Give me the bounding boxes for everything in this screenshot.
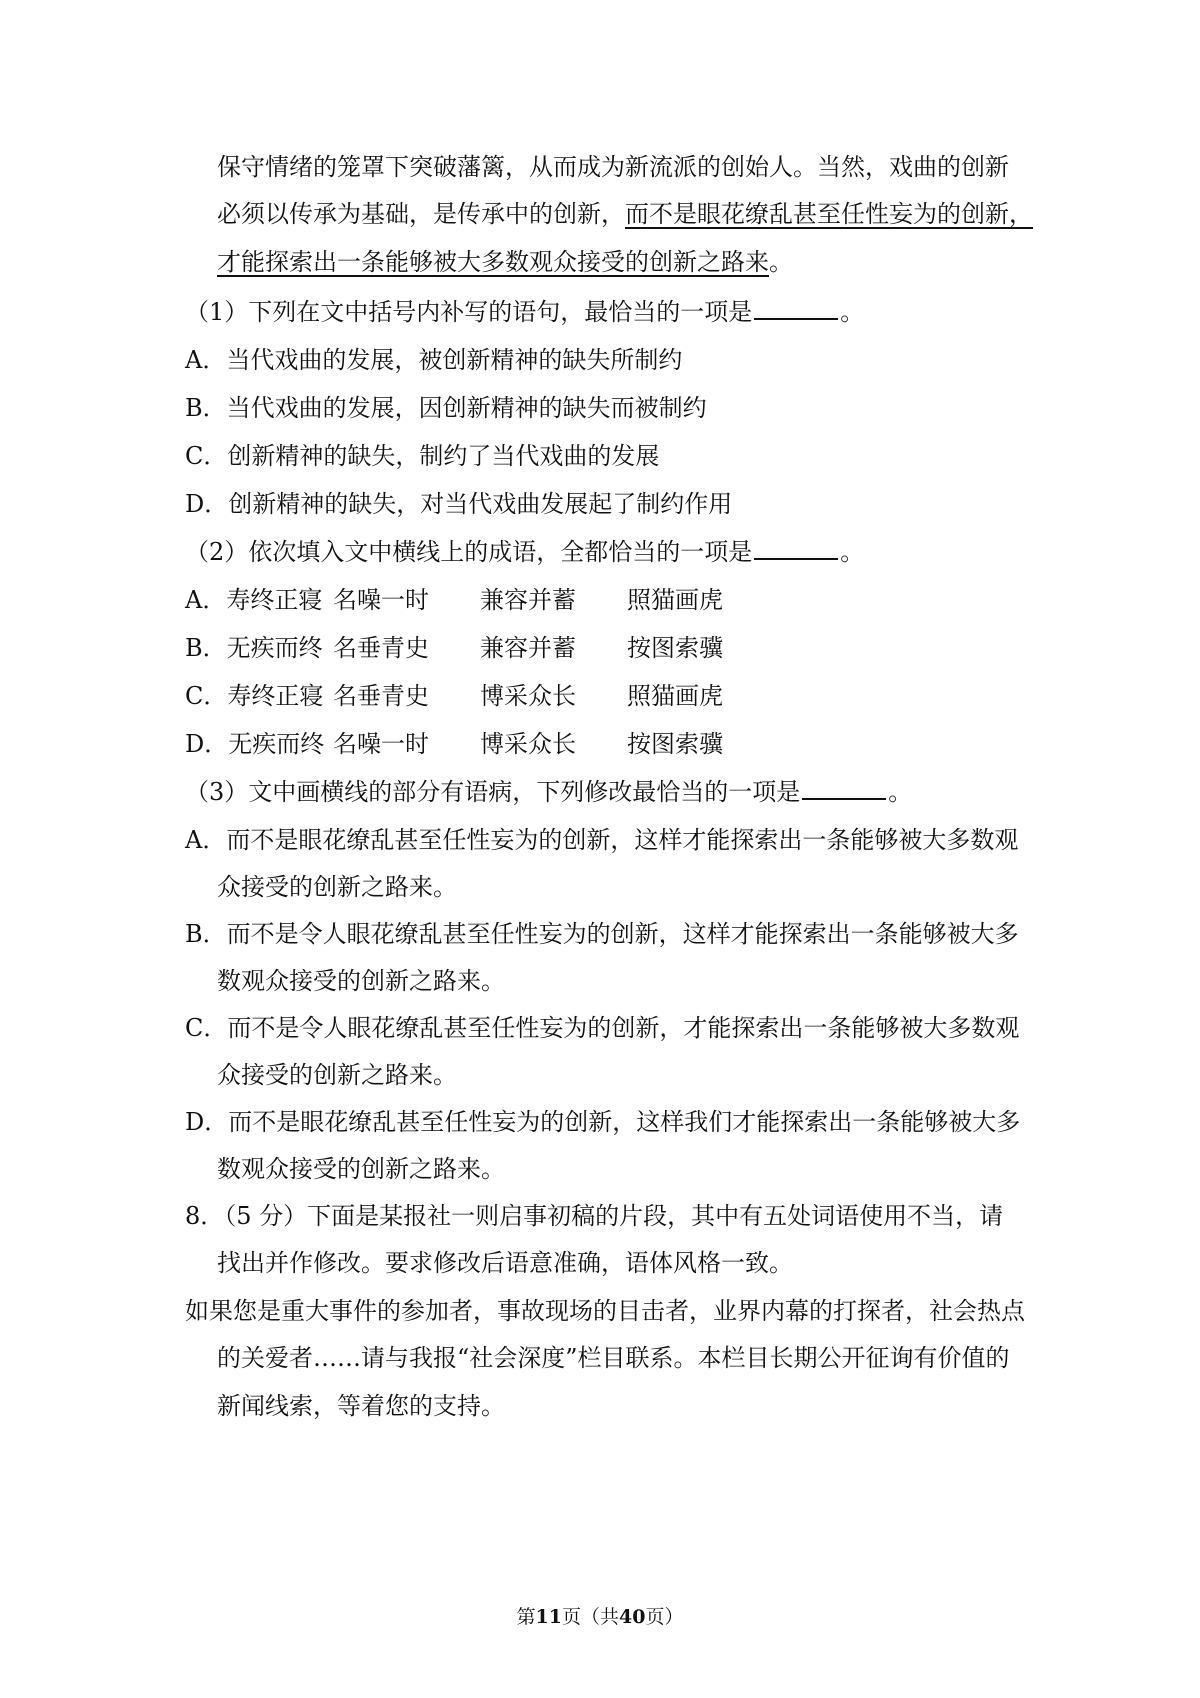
q3-option-c-line-1: C．而不是令人眼花缭乱甚至任性妄为的创新，才能探索出一条能够被大多数观 <box>185 1014 1020 1042</box>
q2-option-c-idiom-2: 名垂青史 <box>333 682 429 710</box>
q3-answer-blank <box>802 776 886 800</box>
q1-option-d: D．创新精神的缺失，对当代戏曲发展起了制约作用 <box>185 490 733 518</box>
q8-notice-line-3: 新闻线索，等着您的支持。 <box>217 1392 505 1420</box>
footer-middle: 页（共 <box>561 1606 619 1628</box>
q2-option-c <box>185 679 723 713</box>
q1-option-c: C．创新精神的缺失，制约了当代戏曲的发展 <box>185 442 660 470</box>
footer-suffix: 页） <box>645 1606 684 1628</box>
q2-stem-end: 。 <box>840 538 865 566</box>
q2-option-b-idiom-3: 兼容并蓄 <box>480 634 576 662</box>
q3-option-d-line-2: 数观众接受的创新之路来。 <box>217 1155 505 1183</box>
q2-option-a-idiom-4: 照猫画虎 <box>627 586 723 614</box>
q2-option-a <box>185 583 723 617</box>
q2-option-a-idiom-3: 兼容并蓄 <box>480 586 576 614</box>
q2-option-b-idiom-2: 名垂青史 <box>333 634 429 662</box>
q2-option-c-idiom-3: 博采众长 <box>480 682 576 710</box>
passage-line-3-end: 。 <box>769 248 793 276</box>
q2-option-d-idiom-4: 按图索骥 <box>627 730 723 758</box>
q3-option-b-line-1: B．而不是令人眼花缭乱甚至任性妄为的创新，这样才能探索出一条能够被大多 <box>185 920 1019 948</box>
q2-option-b-idiom-1: B．无疾而终 <box>185 634 323 662</box>
q1-stem-text: （1）下列在文中括号内补写的语句，最恰当的一项是 <box>185 298 753 326</box>
q2-option-a-idiom-2: 名噪一时 <box>333 586 429 614</box>
q3-option-b-line-2: 数观众接受的创新之路来。 <box>217 967 505 995</box>
q8-notice-line-2: 的关爱者……请与我报“社会深度”栏目联系。本栏目长期公开征询有价值的 <box>217 1344 1010 1372</box>
passage-underlined-part-1: 而不是眼花缭乱甚至任性妄为的创新， <box>625 200 1033 228</box>
q3-stem-text: （3）文中画横线的部分有语病，下列修改最恰当的一项是 <box>185 778 801 806</box>
q2-option-c-idiom-4: 照猫画虎 <box>627 682 723 710</box>
q3-option-c-line-2: 众接受的创新之路来。 <box>217 1061 457 1089</box>
q2-option-d-idiom-2: 名噪一时 <box>333 730 429 758</box>
q8-stem-line-2: 找出并作修改。要求修改后语意准确，语体风格一致。 <box>217 1249 793 1277</box>
q3-stem <box>185 775 912 809</box>
q2-option-b <box>185 631 723 665</box>
footer-prefix: 第 <box>516 1606 536 1628</box>
passage-line-2 <box>217 197 1033 231</box>
q1-stem-end: 。 <box>840 298 865 326</box>
q2-stem <box>185 535 864 569</box>
q2-answer-blank <box>754 536 838 560</box>
q2-option-b-idiom-4: 按图索骥 <box>627 634 723 662</box>
q8-stem-line-1: 8．（5 分）下面是某报社一则启事初稿的片段，其中有五处词语使用不当，请 <box>185 1202 1004 1230</box>
q3-option-a-line-1: A．而不是眼花缭乱甚至任性妄为的创新，这样才能探索出一条能够被大多数观 <box>185 826 1019 854</box>
page-footer <box>0 1604 1200 1630</box>
q8-notice-line-1: 如果您是重大事件的参加者，事故现场的目击者，业界内幕的打探者，社会热点 <box>185 1297 1025 1325</box>
passage-underlined-part-2: 才能探索出一条能够被大多数观众接受的创新之路来 <box>217 248 769 276</box>
q2-option-a-idiom-1: A．寿终正寝 <box>185 586 323 614</box>
q3-option-d-line-1: D．而不是眼花缭乱甚至任性妄为的创新，这样我们才能探索出一条能够被大多 <box>185 1108 1021 1136</box>
q1-option-b: B．当代戏曲的发展，因创新精神的缺失而被制约 <box>185 394 707 422</box>
passage-line-2-plain: 必须以传承为基础，是传承中的创新， <box>217 200 625 228</box>
q2-option-d-idiom-3: 博采众长 <box>480 730 576 758</box>
q2-option-c-idiom-1: C．寿终正寝 <box>185 682 324 710</box>
total-page-count: 40 <box>619 1606 646 1628</box>
passage-line-1: 保守情绪的笼罩下突破藩篱，从而成为新流派的创始人。当然，戏曲的创新 <box>217 153 1009 181</box>
passage-line-3 <box>217 245 793 279</box>
current-page-number: 11 <box>535 1606 562 1628</box>
q3-option-a-line-2: 众接受的创新之路来。 <box>217 873 457 901</box>
q1-option-a: A．当代戏曲的发展，被创新精神的缺失所制约 <box>185 346 683 374</box>
q2-option-d-idiom-1: D．无疾而终 <box>185 730 325 758</box>
q2-option-d <box>185 727 723 761</box>
q1-answer-blank <box>754 296 838 320</box>
q3-stem-end: 。 <box>888 778 913 806</box>
q1-stem <box>185 295 864 329</box>
q2-stem-text: （2）依次填入文中横线上的成语，全都恰当的一项是 <box>185 538 753 566</box>
